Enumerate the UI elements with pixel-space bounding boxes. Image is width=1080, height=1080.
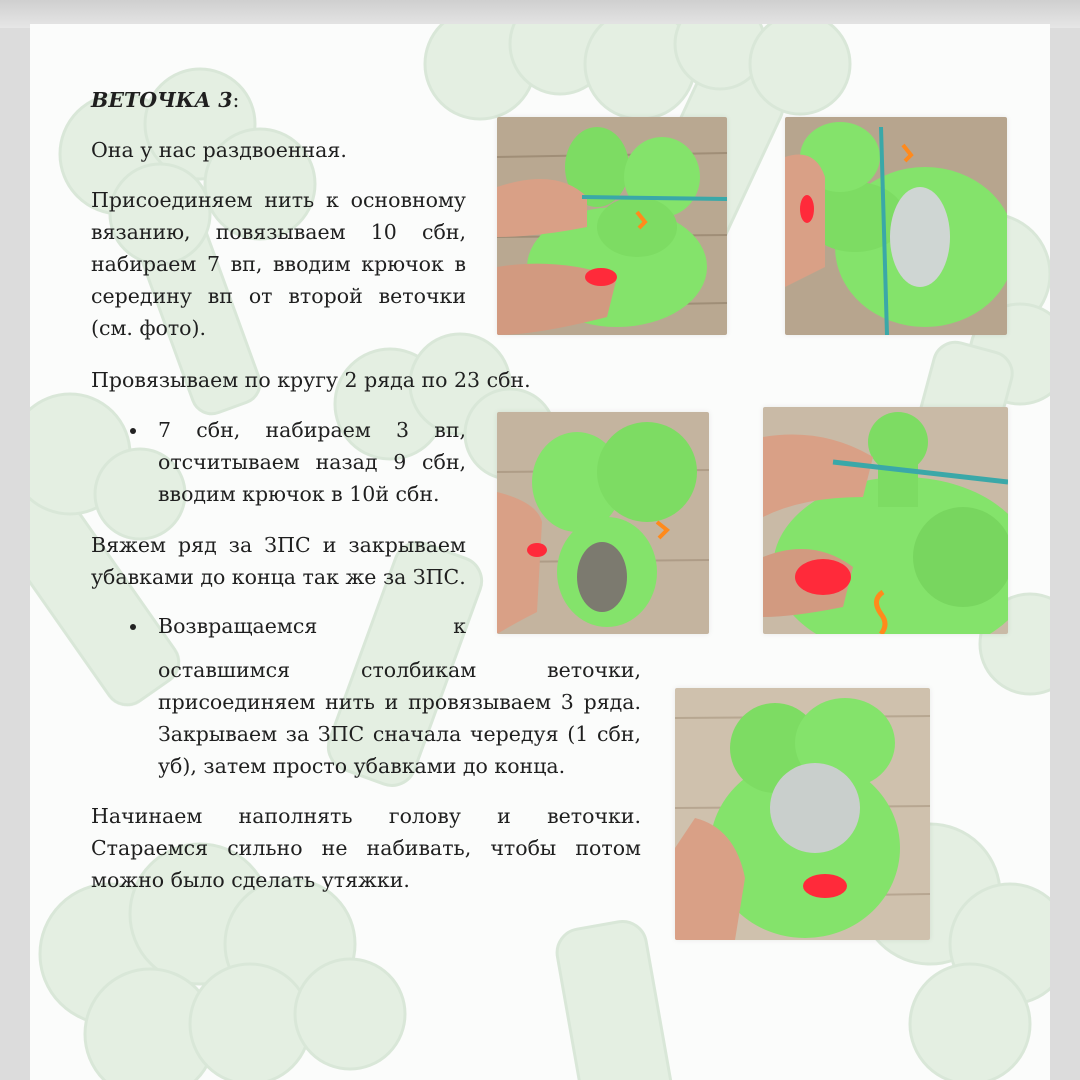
photo-branch-split — [497, 412, 709, 634]
photo-branch-hook-1 — [497, 117, 727, 335]
bullet-word: к — [453, 614, 466, 638]
photo-branch-finished — [675, 688, 930, 940]
bullet-item-1: 7 сбн, набираем 3 вп, отсчитываем назад 9 сбн, вводим крючок в 10й сбн. — [158, 418, 466, 506]
photo-branch-closeup — [763, 407, 1008, 634]
bullet-dot — [130, 624, 136, 630]
paragraph-intro: Она у нас раздвоенная. — [91, 138, 347, 162]
paragraph-stuffing: Начинаем наполнять голову и веточки. Стараемся сильно не набивать, чтобы потом можно было сделать утяжки. — [91, 804, 641, 892]
paragraph-close-row: Вяжем ряд за ЗПС и закрываем убавками до конца так же за ЗПС. — [91, 533, 466, 589]
section-title: ВЕТОЧКА 3: — [91, 88, 240, 112]
photo-branch-hook-2 — [785, 117, 1007, 335]
document-page — [30, 24, 1050, 1080]
bullet-item-2: оставшимся столбикам веточки, присоединяем нить и провязываем 3 ряда. Закрываем за ЗПС сначала чередуя (1 сбн, уб), затем просто убавками до конца. — [158, 658, 641, 778]
paragraph-join-thread: Присоединяем нить к основному вязанию, повязываем 10 сбн, набираем 7 вп, вводим крючок в середину вп от второй веточки (см. фото). — [91, 188, 466, 340]
bullet-dot — [130, 428, 136, 434]
paragraph-rounds: Провязываем по кругу 2 ряда по 23 сбн. — [91, 368, 531, 392]
bullet-word: Возвращаемся — [158, 614, 318, 638]
